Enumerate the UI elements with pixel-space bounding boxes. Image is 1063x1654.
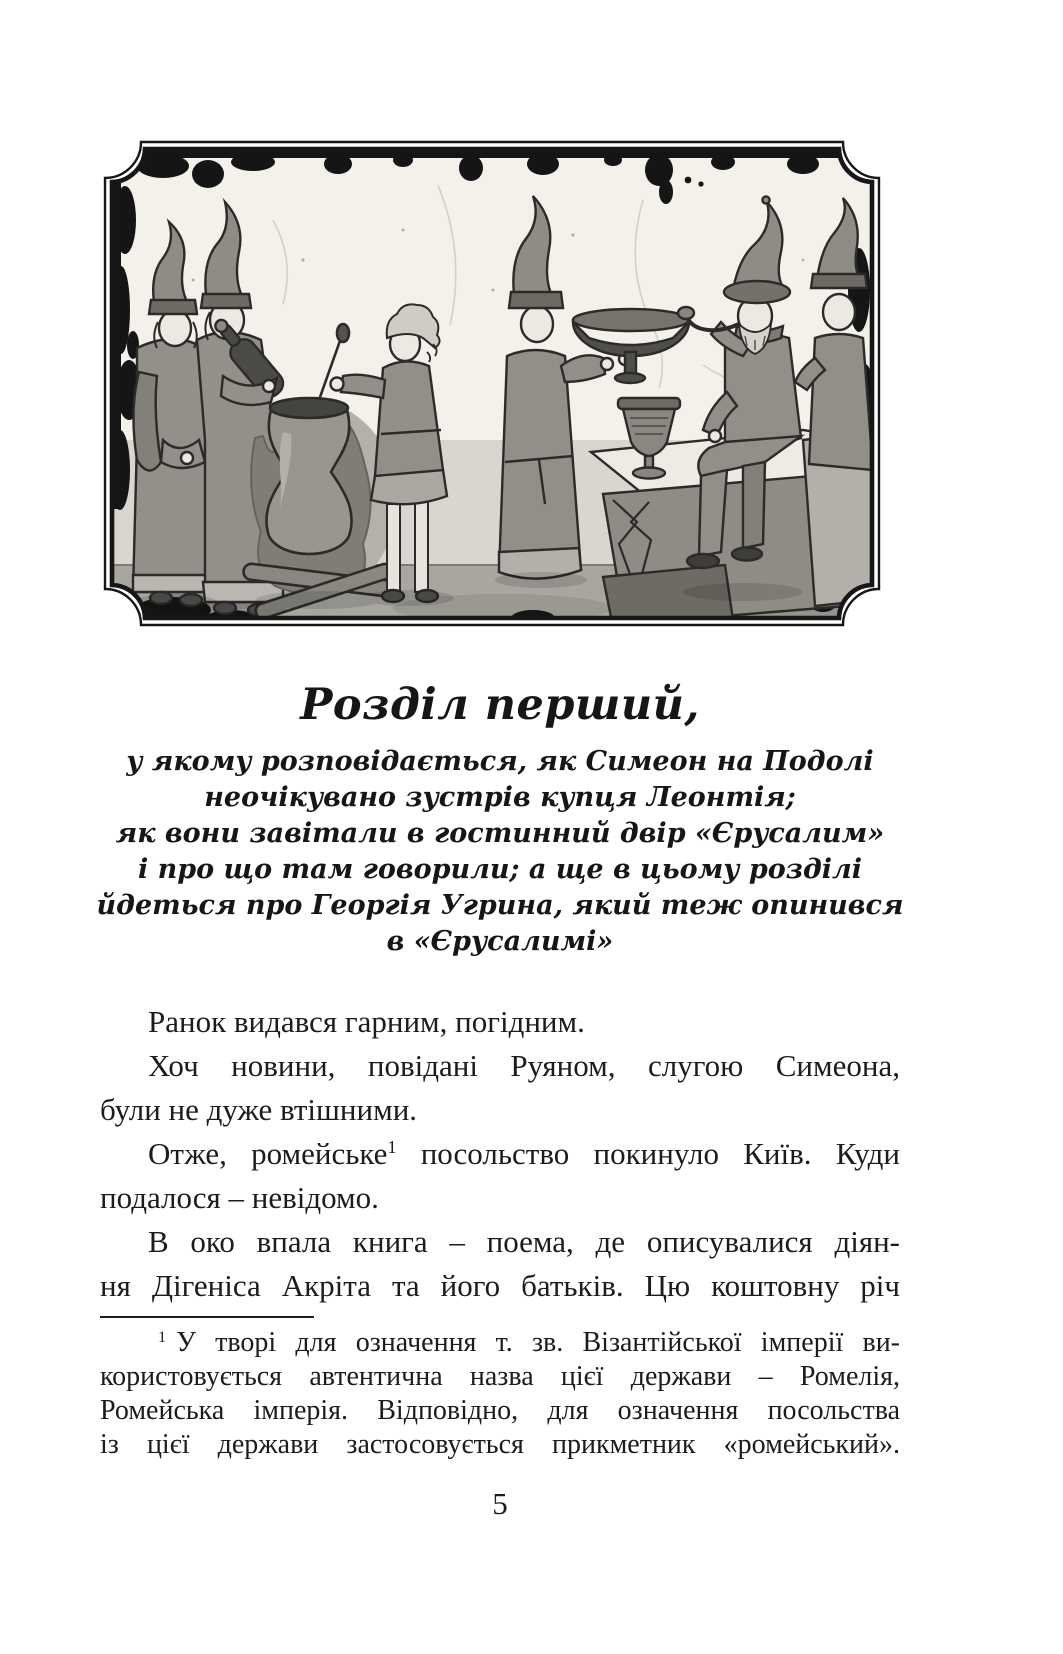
subtitle-line: неочікувано зустрів купця Леонтія; — [204, 782, 796, 813]
footnote-line: користовується автентична назва цієї держави – Ромелія, — [100, 1361, 900, 1392]
body-line: В око впала книга – поема, де описувалися діян- — [148, 1224, 900, 1259]
footnote-line — [100, 1326, 900, 1360]
body-text-segment: Отже, ромейське — [148, 1136, 388, 1171]
body-line: подалося – невідомо. — [100, 1180, 379, 1215]
chapter-subtitle — [70, 744, 930, 960]
page-number: 5 — [492, 1486, 508, 1521]
footnote-line: із цієї держави застосовується прикметник «ромейський». — [100, 1429, 900, 1460]
footnote-text-segment: У творі для означення т. зв. Візантійської імперії ви- — [176, 1327, 900, 1358]
subtitle-line: і про що там говорили; а ще в цьому розділі — [137, 854, 863, 885]
footnote-divider — [100, 1316, 314, 1318]
chapter-title: Розділ перший, — [300, 680, 700, 730]
subtitle-line: в «Єрусалимі» — [386, 926, 614, 957]
body-text-segment: посольство покинуло Київ. Куди — [396, 1136, 901, 1171]
footnote — [100, 1326, 900, 1462]
subtitle-line: йдеться про Георгія Угрина, який теж опинився — [96, 890, 904, 921]
footnote-line: Ромейська імперія. Відповідно, для означення посольства — [100, 1395, 900, 1426]
body-line: Хоч новини, повідані Руяном, слугою Симеона, — [148, 1048, 900, 1083]
subtitle-line: у якому розповідається, як Симеон на Подолі — [126, 746, 874, 777]
footnote-marker: 1 — [158, 1328, 167, 1346]
body-line: Ранок видався гарним, погідним. — [148, 1004, 585, 1039]
chapter-illustration — [103, 140, 881, 627]
body-text — [100, 1000, 900, 1308]
subtitle-line: як вони завітали в гостинний двір «Єрусалим» — [115, 818, 885, 849]
body-line: ня Дігеніса Акріта та його батьків. Цю коштовну річ — [100, 1268, 900, 1303]
body-line — [100, 1132, 900, 1176]
body-line: були не дуже втішними. — [100, 1092, 418, 1127]
footnote-reference: 1 — [387, 1137, 397, 1157]
